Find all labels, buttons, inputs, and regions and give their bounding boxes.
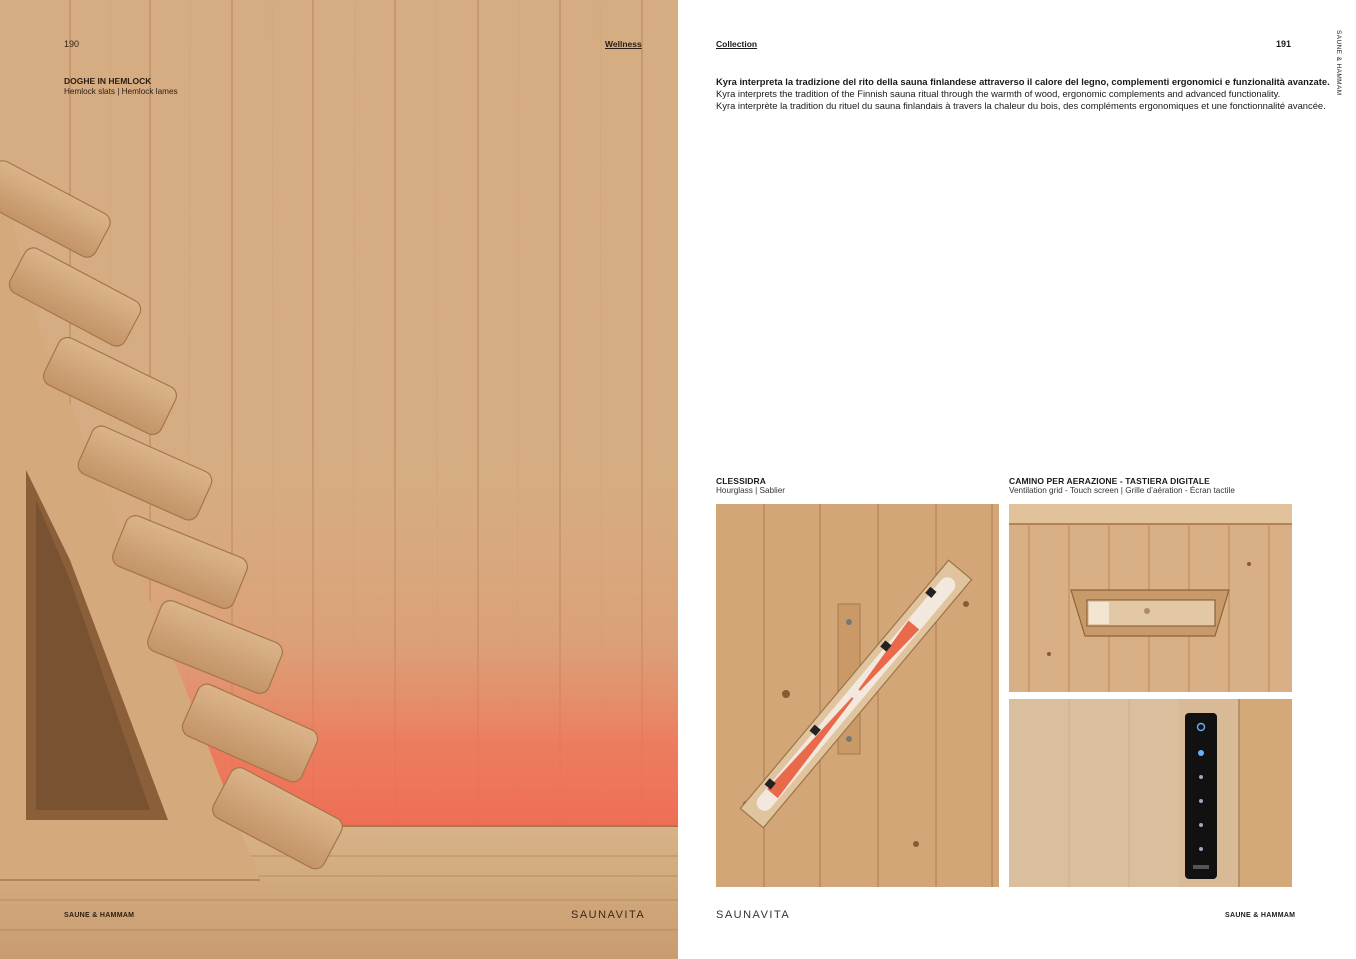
vertical-section-label: SAUNE & HAMMAM [1335,30,1342,96]
caption-hourglass [716,476,785,495]
page-number-left: 190 [64,39,80,49]
touch-screen-photo [1009,699,1292,887]
collection-link[interactable]: Collection [716,39,758,49]
hourglass-photo [716,504,999,887]
caption-ventilation-title: CAMINO PER AERAZIONE - TASTIERA DIGITALE [1009,476,1210,486]
caption-hourglass-title: CLESSIDRA [716,476,767,486]
page-number-right: 191 [1276,39,1292,49]
intro-text [716,76,1330,112]
caption-ventilation-subtitle: Ventilation grid - Touch screen | Grille d’aération - Écran tactile [1009,486,1235,495]
intro-french: Kyra interprète la tradition du rituel du sauna finlandais à travers la chaleur du bois, des compléments ergonomiques et une fonctionnalité avancée. [716,100,1326,111]
right-page [678,0,1356,959]
feature-title: DOGHE IN HEMLOCK [64,76,152,86]
ventilation-grid-photo [1009,504,1292,692]
footer-label-left: SAUNE & HAMMAM [64,912,135,919]
feature-subtitle: Hemlock slats | Hemlock lames [64,87,178,96]
brand-logo-left: SAUNAVITA [571,909,646,921]
wellness-link[interactable]: Wellness [605,39,642,49]
footer-label-right: SAUNE & HAMMAM [1225,912,1296,919]
intro-italian: Kyra interpreta la tradizione del rito della sauna finlandese attraverso il calore del legno, complementi ergonomici e funzionalità avanzate. [716,76,1330,87]
brand-logo-right: SAUNAVITA [716,909,791,921]
intro-english: Kyra interprets the tradition of the Finnish sauna ritual through the warmth of wood, ergonomic complements and advanced functionality. [716,88,1281,99]
caption-hourglass-subtitle: Hourglass | Sablier [716,486,786,495]
caption-ventilation [1009,476,1235,495]
